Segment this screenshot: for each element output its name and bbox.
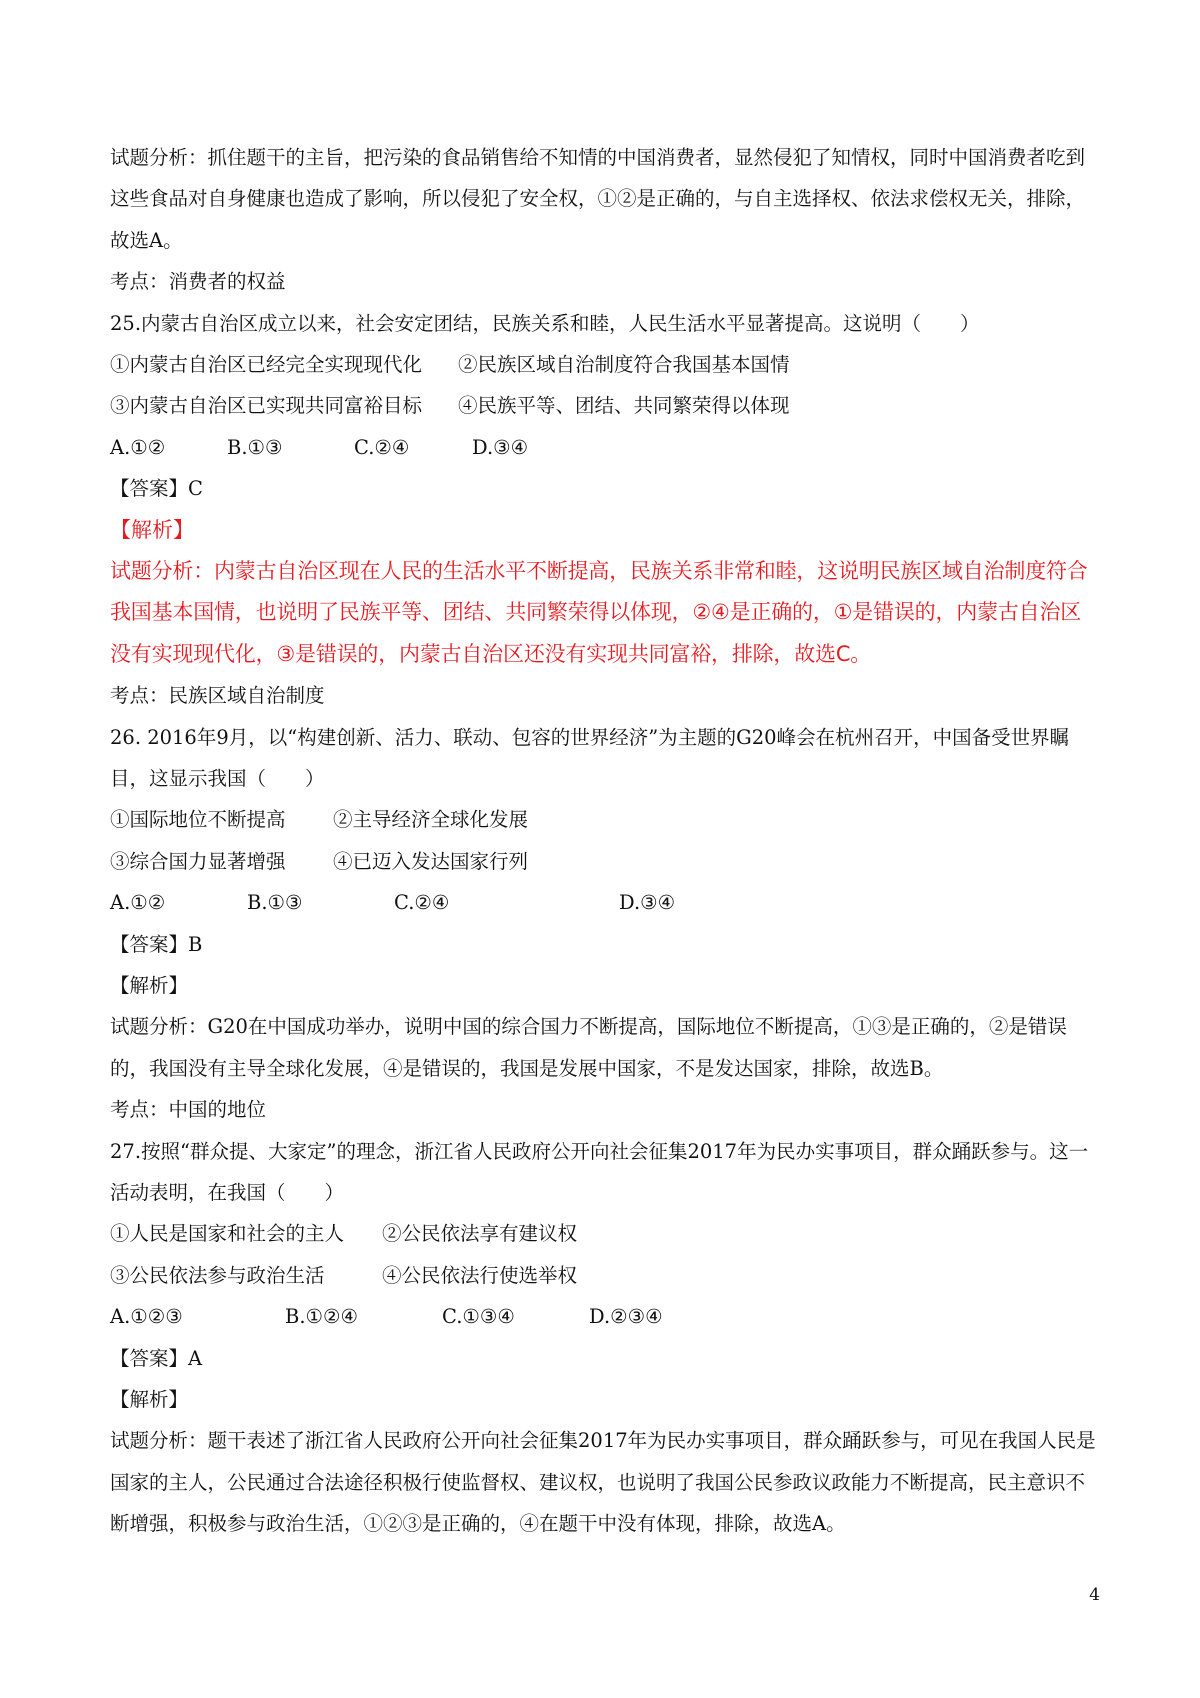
q25-option-c: C.②④ <box>354 435 410 459</box>
q26-point: 考点：中国的地位 <box>110 1098 267 1122</box>
q27-item-1: ①人民是国家和社会的主人 <box>110 1222 345 1246</box>
q26-item-3: ③综合国力显著增强 <box>110 849 286 873</box>
q26-option-a: A.①② <box>110 891 166 915</box>
q26-option-d: D.③④ <box>619 891 676 915</box>
q25-item-1: ①内蒙古自治区已经完全实现现代化 <box>110 353 423 376</box>
q25-option-b: B.①③ <box>227 435 283 459</box>
q27-option-b: B.①②④ <box>285 1305 358 1329</box>
q26-stem: 26. 2016年9月，以“构建创新、活力、联动、包容的世界经济”为主题的G20峰会在杭州召开，中国备受世界瞩目，这显示我国（ ） <box>110 725 1070 790</box>
q25-answer: 【答案】C <box>110 477 203 501</box>
q25-item-2: ②民族区域自治制度符合我国基本国情 <box>458 353 790 376</box>
q27-option-c: C.①③④ <box>442 1305 515 1329</box>
q25-items-row1 <box>110 344 1100 385</box>
q27-option-a: A.①②③ <box>110 1305 183 1329</box>
page-content <box>110 137 1100 1545</box>
q26-answer: 【答案】B <box>110 932 203 956</box>
q27-items-row2 <box>110 1255 1100 1296</box>
q24-analysis: 试题分析：抓住题干的主旨，把污染的食品销售给不知情的中国消费者，显然侵犯了知情权，同时中国消费者吃到这些食品对自身健康也造成了影响，所以侵犯了安全权，①②是正确的，与自主选择权、依法求偿权无关，排除，故选A。 <box>110 146 1086 252</box>
q26-option-c: C.②④ <box>394 891 450 915</box>
q25-options <box>110 427 1100 468</box>
q27-options <box>110 1296 1100 1337</box>
q25-item-3: ③内蒙古自治区已实现共同富裕目标 <box>110 394 423 418</box>
q27-items-row1 <box>110 1213 1100 1254</box>
q27-answer: 【答案】A <box>110 1346 203 1370</box>
q26-analysis: 试题分析：G20在中国成功举办，说明中国的综合国力不断提高，国际地位不断提高，①③是正确的，②是错误的，我国没有主导全球化发展，④是错误的，我国是发展中国家，不是发达国家，排除，故选B。 <box>110 1015 1067 1080</box>
q27-jiexi-heading: 【解析】 <box>110 1387 189 1411</box>
q27-analysis: 试题分析：题干表述了浙江省人民政府公开向社会征集2017年为民办实事项目，群众踊跃参与，可见在我国人民是国家的主人，公民通过合法途径积极行使监督权、建议权，也说明了我国公民参政议政能力不断提高，民主意识不断增强，积极参与政治生活，①②③是正确的，④在题干中没有体现，排除，故选A。 <box>110 1429 1096 1536</box>
q26-items-row1 <box>110 799 1100 840</box>
q25-stem: 25.内蒙古自治区成立以来，社会安定团结，民族关系和睦，人民生活水平显著提高。这说明（ ） <box>110 311 980 335</box>
q27-option-d: D.②③④ <box>589 1305 663 1329</box>
q26-options <box>110 882 1100 923</box>
q26-jiexi-heading: 【解析】 <box>110 973 189 997</box>
q25-option-d: D.③④ <box>472 435 529 459</box>
q26-option-b: B.①③ <box>247 891 303 915</box>
q26-item-2: ②主导经济全球化发展 <box>333 808 529 832</box>
q24-point: 考点：消费者的权益 <box>110 270 286 294</box>
q26-item-1: ①国际地位不断提高 <box>110 808 286 832</box>
q25-point: 考点：民族区域自治制度 <box>110 684 325 708</box>
q27-item-4: ④公民依法行使选举权 <box>382 1263 578 1287</box>
q25-analysis: 试题分析：内蒙古自治区现在人民的生活水平不断提高，民族关系非常和睦，这说明民族区域自治制度符合我国基本国情，也说明了民族平等、团结、共同繁荣得以体现，②④是正确的，①是错误的，内蒙古自治区没有实现现代化，③是错误的，内蒙古自治区还没有实现共同富裕，排除，故选C。 <box>110 558 1088 666</box>
q25-items-row2 <box>110 385 1100 426</box>
q25-jiexi-heading: 【解析】 <box>110 517 194 542</box>
page-number: 4 <box>1089 1585 1100 1605</box>
q27-item-2: ②公民依法享有建议权 <box>382 1222 578 1246</box>
q26-item-4: ④已迈入发达国家行列 <box>333 849 529 873</box>
q26-items-row2 <box>110 841 1100 882</box>
q25-item-4: ④民族平等、团结、共同繁荣得以体现 <box>458 394 790 418</box>
q27-item-3: ③公民依法参与政治生活 <box>110 1263 325 1287</box>
q25-option-a: A.①② <box>110 435 166 459</box>
q27-stem: 27.按照“群众提、大家定”的理念，浙江省人民政府公开向社会征集2017年为民办实事项目，群众踊跃参与。这一活动表明，在我国（ ） <box>110 1139 1089 1204</box>
